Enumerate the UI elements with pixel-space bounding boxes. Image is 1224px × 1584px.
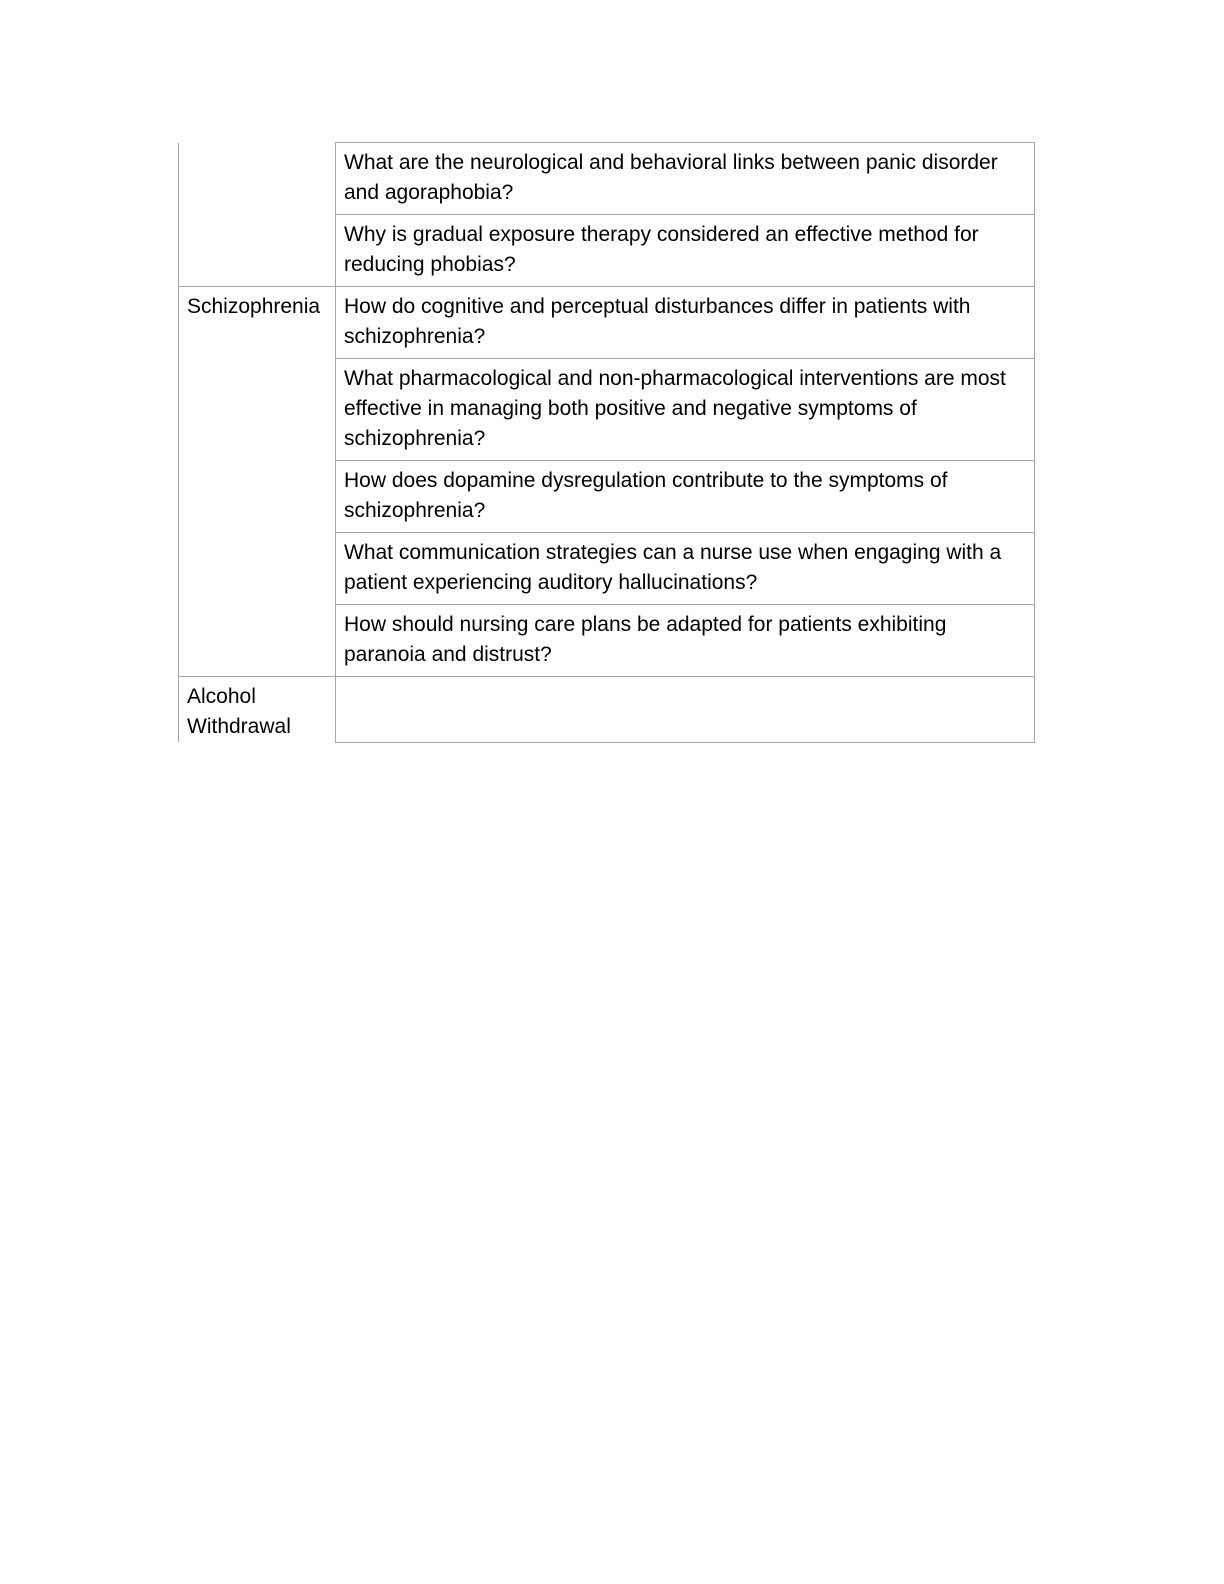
table-row [179, 215, 1035, 287]
question-cell: Why is gradual exposure therapy considered an effective method for reducing phobias? [336, 215, 1035, 287]
table-row [179, 677, 1035, 743]
table-row [179, 605, 1035, 677]
category-cell-alcohol-withdrawal: Alcohol Withdrawal [179, 677, 336, 743]
question-cell: How does dopamine dysregulation contribute to the symptoms of schizophrenia? [336, 461, 1035, 533]
table-row [179, 287, 1035, 359]
category-cell [179, 533, 336, 605]
category-cell [179, 605, 336, 677]
question-cell: What pharmacological and non-pharmacological interventions are most effective in managing both positive and negative symptoms of schizophrenia? [336, 359, 1035, 461]
category-cell-schizophrenia: Schizophrenia [179, 287, 336, 359]
table-row [179, 143, 1035, 215]
category-cell [179, 461, 336, 533]
category-cell [179, 143, 336, 215]
question-cell: What are the neurological and behavioral links between panic disorder and agoraphobia? [336, 143, 1035, 215]
category-cell [179, 359, 336, 461]
questions-table [178, 142, 1035, 743]
question-cell: How do cognitive and perceptual disturbances differ in patients with schizophrenia? [336, 287, 1035, 359]
category-cell [179, 215, 336, 287]
table-row [179, 359, 1035, 461]
table-row [179, 533, 1035, 605]
question-cell-empty [336, 677, 1035, 743]
table-row [179, 461, 1035, 533]
question-cell: What communication strategies can a nurse use when engaging with a patient experiencing auditory hallucinations? [336, 533, 1035, 605]
question-cell: How should nursing care plans be adapted for patients exhibiting paranoia and distrust? [336, 605, 1035, 677]
